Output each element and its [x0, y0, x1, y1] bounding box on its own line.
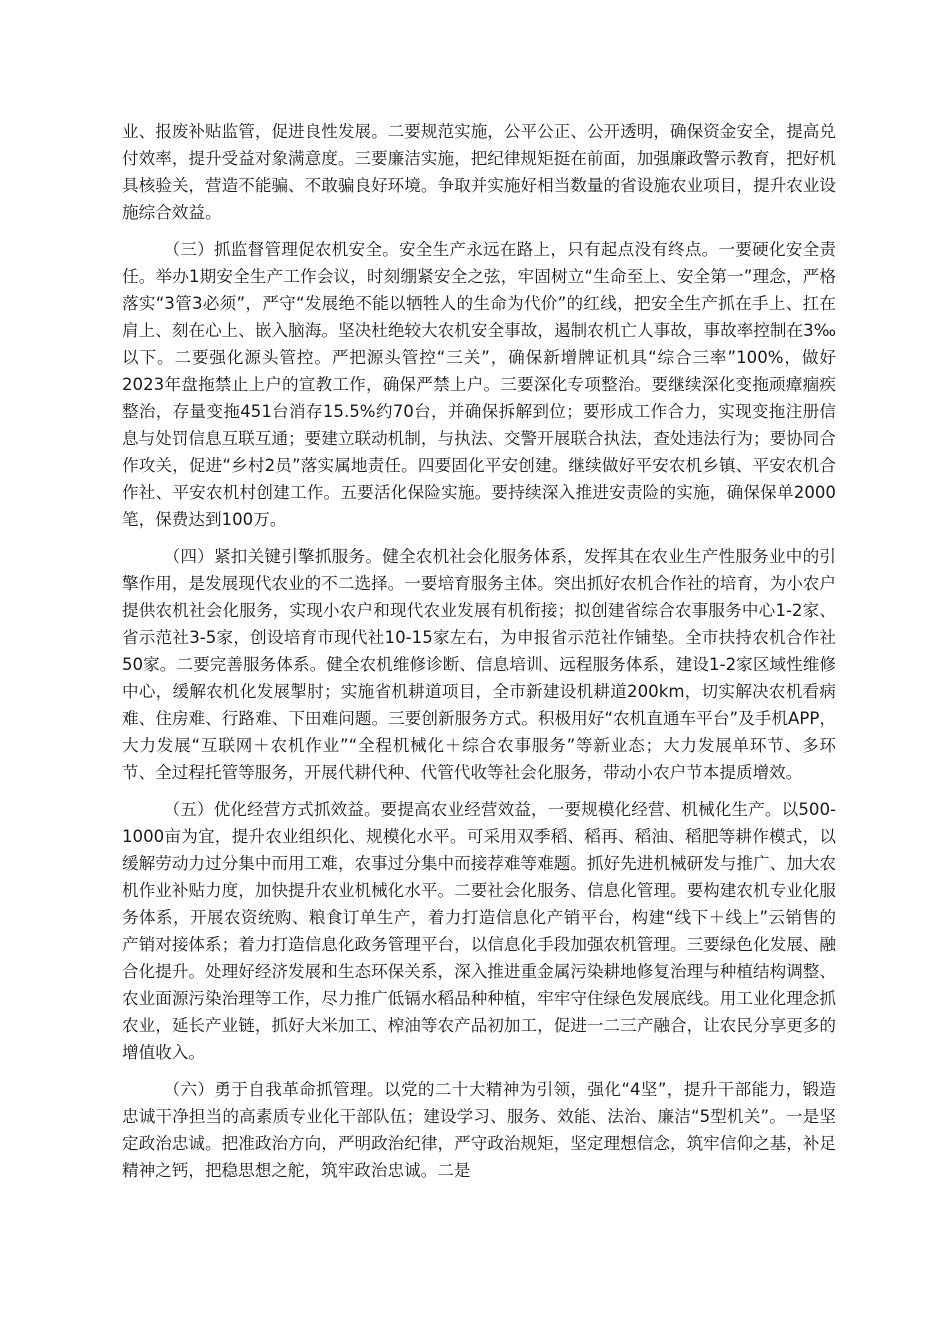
paragraph-section-4-service: （四）紧扣关键引擎抓服务。健全农机社会化服务体系，发挥其在农业生产性服务业中的引擎作用，是发展现代农业的不二选择。一要培育服务主体。突出抓好农机合作社的培育，为小农户提供农机社会化服务，实现小农户和现代农业发展有机衔接；拟创建省综合农事服务中心1-2家、省示范社3-5家，创设培育市现代社10-15家左右，为申报省示范社作铺垫。全市扶持农机合作社50家。二要完善服务体系。健全农机维修诊断、信息培训、远程服务体系，建设1-2家区域性维修中心，缓解农机化发展掣肘；实施省机耕道项目，全市新建设机耕道200km，切实解决农机看病难、住房难、行路难、下田难问题。三要创新服务方式。积极用好“农机直通车平台”及手机APP，大力发展“互联网＋农机作业”“全程机械化＋综合农事服务”等新业态；大力发展单环节、多环节、全过程托管等服务，开展代耕代种、代管代收等社会化服务，带动小农户节本提质增效。: [122, 547, 836, 782]
paragraph-section-3-safety: （三）抓监督管理促农机安全。安全生产永远在路上，只有起点没有终点。一要硬化安全责任。举办1期安全生产工作会议，时刻绷紧安全之弦，牢固树立“生命至上、安全第一”理念，严格落实“3管3必须”，严守“发展绝不能以牺牲人的生命为代价”的红线，把安全生产抓在手上、扛在肩上、刻在心上、嵌入脑海。坚决杜绝较大农机安全事故，遏制农机亡人事故，事故率控制在3‰以下。二要强化源头管控。严把源头管控“三关”，确保新增牌证机具“综合三率”100%，做好2023年盘拖禁止上户的宣教工作，确保严禁上户。三要深化专项整治。要继续深化变拖顽瘴痼疾整治，存量变拖451台消存15.5%约70台，并确保拆解到位；要形成工作合力，实现变拖注册信息与处罚信息互联互通；要建立联动机制，与执法、交警开展联合执法，查处违法行为；要协同合作攻关，促进“乡村2员”落实属地责任。四要固化平安创建。继续做好平安农机乡镇、平安农机合作社、平安农机村创建工作。五要活化保险实施。要持续深入推进安责险的实施，确保保单2000笔，保费达到100万。: [122, 240, 836, 529]
paragraph-section-6-management: （六）勇于自我革命抓管理。以党的二十大精神为引领，强化“4坚”，提升干部能力，锻造忠诚干净担当的高素质专业化干部队伍；建设学习、服务、效能、法治、廉洁“5型机关”。一是坚定政治忠诚。把准政治方向，严明政治纪律，严守政治规矩，坚定理想信念，筑牢信仰之基，补足精神之钙，把稳思想之舵，筑牢政治忠诚。二是: [122, 1080, 836, 1180]
paragraph-subsidy-continuation: 业、报废补贴监管，促进良性发展。二要规范实施，公平公正、公开透明，确保资金安全，提高兑付效率，提升受益对象满意度。三要廉洁实施，把纪律规矩挺在前面，加强廉政警示教育，把好机具核验关，营造不能骗、不敢骗良好环境。争取并实施好相当数量的省设施农业项目，提升农业设施综合效益。: [122, 122, 836, 222]
document-body: [122, 118, 836, 1184]
paragraph-section-5-efficiency: （五）优化经营方式抓效益。要提高农业经营效益，一要规模化经营、机械化生产。以500-1000亩为宜，提升农业组织化、规模化水平。可采用双季稻、稻再、稻油、稻肥等耕作模式，以缓解劳动力过分集中而用工难，农事过分集中而接荐难等难题。抓好先进机械研发与推广、加大农机作业补贴力度，加快提升农业机械化水平。二要社会化服务、信息化管理。要构建农机专业化服务体系，开展农资统购、粮食订单生产，着力打造信息化产销平台，构建“线下＋线上”云销售的产销对接体系；着力打造信息化政务管理平台，以信息化手段加强农机管理。三要绿色化发展、融合化提升。处理好经济发展和生态环保关系，深入推进重金属污染耕地修复治理与种植结构调整、农业面源污染治理等工作，尽力推广低镉水稻品种种植，牢牢守住绿色发展底线。用工业化理念抓农业，延长产业链，抓好大米加工、榨油等农产品初加工，促进一二三产融合，让农民分享更多的增值收入。: [122, 800, 836, 1062]
